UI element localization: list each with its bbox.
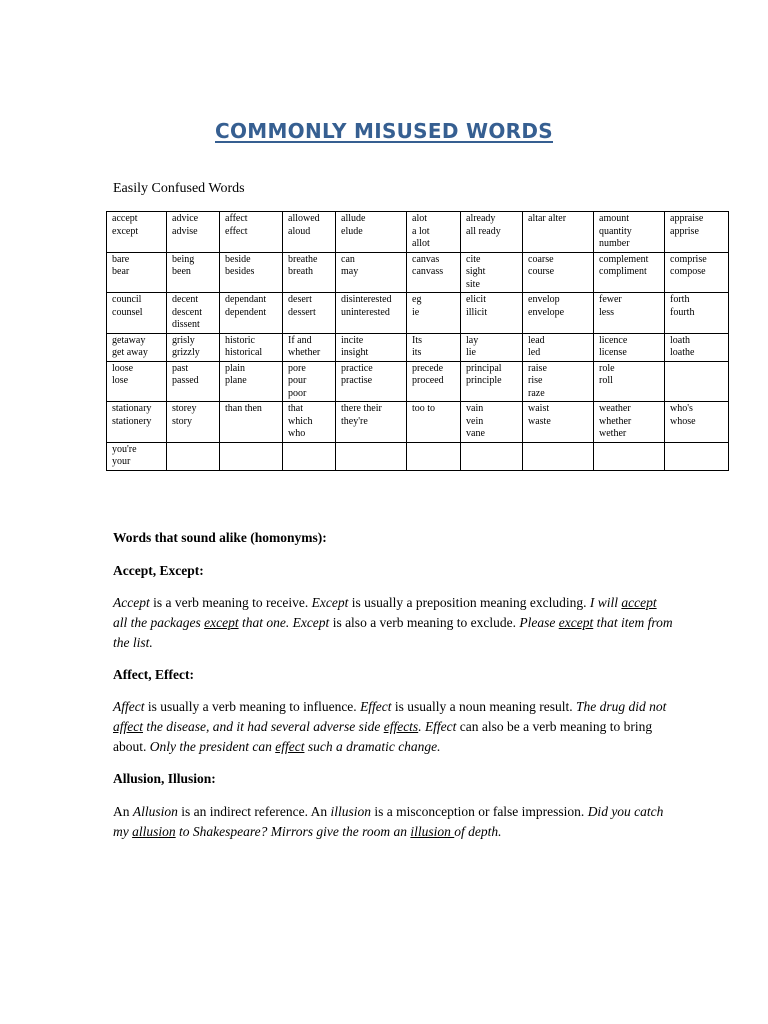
accept-except-paragraph: [113, 593, 673, 653]
table-cell: fewer less: [594, 293, 665, 334]
table-cell: practice practise: [336, 361, 407, 402]
table-cell: [594, 442, 665, 470]
table-cell: waist waste: [523, 402, 594, 443]
example: that item from the list.: [113, 615, 673, 650]
table-cell: loath loathe: [665, 333, 729, 361]
table-cell: eg ie: [407, 293, 461, 334]
affect-effect-paragraph: [113, 697, 673, 757]
accept-except-heading: Accept, Except:: [113, 563, 204, 578]
table-cell: getaway get away: [107, 333, 167, 361]
example-term: illusion: [410, 824, 455, 839]
table-cell: [167, 442, 220, 470]
table-cell: storey story: [167, 402, 220, 443]
table-cell: alot a lot allot: [407, 212, 461, 253]
table-cell: plain plane: [220, 361, 283, 402]
table-cell: there their they're: [336, 402, 407, 443]
text: An: [113, 804, 133, 819]
table-cell: cite sight site: [461, 252, 523, 293]
table-cell: role roll: [594, 361, 665, 402]
table-cell: desert dessert: [283, 293, 336, 334]
example-term: effects: [383, 719, 419, 734]
table-row: [107, 252, 729, 293]
term: Except: [311, 595, 349, 610]
table-row: [107, 442, 729, 470]
table-cell: than then: [220, 402, 283, 443]
example: .: [418, 719, 425, 734]
table-cell: loose lose: [107, 361, 167, 402]
table-cell: [665, 442, 729, 470]
term: Except: [292, 615, 330, 630]
term: Allusion: [132, 804, 178, 819]
table-cell: allude elude: [336, 212, 407, 253]
text: is usually a noun meaning result.: [391, 699, 577, 714]
table-cell: weather whether wether: [594, 402, 665, 443]
table-cell: disinterested uninterested: [336, 293, 407, 334]
table-cell: stationary stationery: [107, 402, 167, 443]
text: is usually a verb meaning to influence.: [144, 699, 361, 714]
example-term: except: [204, 615, 239, 630]
table-cell: bare bear: [107, 252, 167, 293]
example: all the packages: [113, 615, 205, 630]
table-row: [107, 293, 729, 334]
table-cell: that which who: [283, 402, 336, 443]
table-cell: Its its: [407, 333, 461, 361]
example: Please: [519, 615, 559, 630]
example-term: effect: [275, 739, 305, 754]
text: is usually a preposition meaning excluding.: [348, 595, 590, 610]
table-cell: accept except: [107, 212, 167, 253]
term: Effect: [360, 699, 392, 714]
table-cell: elicit illicit: [461, 293, 523, 334]
table-cell: envelop envelope: [523, 293, 594, 334]
page-title: COMMONLY MISUSED WORDS: [215, 119, 553, 143]
example: the disease, and it had several adverse side: [143, 719, 384, 734]
text: can also be a verb meaning to bring about.: [113, 719, 653, 754]
example-term: allusion: [132, 824, 176, 839]
table-cell: historic historical: [220, 333, 283, 361]
table-cell: already all ready: [461, 212, 523, 253]
table-cell: breathe breath: [283, 252, 336, 293]
table-cell: [665, 361, 729, 402]
table-cell: being been: [167, 252, 220, 293]
table-cell: canvas canvass: [407, 252, 461, 293]
term: Accept: [113, 595, 150, 610]
table-cell: who's whose: [665, 402, 729, 443]
example: such a dramatic change.: [304, 739, 441, 754]
allusion-illusion-paragraph: [113, 802, 673, 842]
table-row: [107, 212, 729, 253]
table-cell: past passed: [167, 361, 220, 402]
table-cell: coarse course: [523, 252, 594, 293]
table-cell: raise rise raze: [523, 361, 594, 402]
example-term: except: [558, 615, 594, 630]
table-cell: precede proceed: [407, 361, 461, 402]
text: is also a verb meaning to exclude.: [329, 615, 520, 630]
table-cell: affect effect: [220, 212, 283, 253]
example: of depth.: [454, 824, 502, 839]
example: The drug did not: [576, 699, 667, 714]
table-cell: amount quantity number: [594, 212, 665, 253]
table-cell: lead led: [523, 333, 594, 361]
table-cell: vain vein vane: [461, 402, 523, 443]
homonyms-heading: Words that sound alike (homonyms):: [113, 530, 327, 545]
table-cell: comprise compose: [665, 252, 729, 293]
table-caption: Easily Confused Words: [113, 181, 245, 196]
table-cell: beside besides: [220, 252, 283, 293]
table-row: [107, 402, 729, 443]
table-cell: forth fourth: [665, 293, 729, 334]
confused-words-table: [106, 211, 729, 471]
table-cell: too to: [407, 402, 461, 443]
example: that one.: [238, 615, 293, 630]
table-cell: complement compliment: [594, 252, 665, 293]
table-cell: grisly grizzly: [167, 333, 220, 361]
table-cell: council counsel: [107, 293, 167, 334]
table-cell: advice advise: [167, 212, 220, 253]
table-cell: altar alter: [523, 212, 594, 253]
text: is a verb meaning to receive.: [149, 595, 312, 610]
table-cell: [461, 442, 523, 470]
table-cell: appraise apprise: [665, 212, 729, 253]
table-cell: [407, 442, 461, 470]
table-cell: [523, 442, 594, 470]
table-row: [107, 333, 729, 361]
table-cell: you're your: [107, 442, 167, 470]
term: Effect: [424, 719, 457, 734]
table-body: [107, 212, 729, 471]
example: to Shakespeare? Mirrors give the room an: [175, 824, 411, 839]
table-cell: If and whether: [283, 333, 336, 361]
table-cell: dependant dependent: [220, 293, 283, 334]
example: Only the president can: [149, 739, 276, 754]
example-term: accept: [621, 595, 657, 610]
table-row: [107, 361, 729, 402]
table-cell: [283, 442, 336, 470]
table-cell: licence license: [594, 333, 665, 361]
example: I will: [589, 595, 622, 610]
text: is an indirect reference. An: [177, 804, 331, 819]
table-cell: decent descent dissent: [167, 293, 220, 334]
term: Affect: [113, 699, 145, 714]
table-cell: can may: [336, 252, 407, 293]
text: is a misconception or false impression.: [370, 804, 588, 819]
table-cell: allowed aloud: [283, 212, 336, 253]
table-cell: lay lie: [461, 333, 523, 361]
table-cell: [220, 442, 283, 470]
allusion-illusion-heading: Allusion, Illusion:: [113, 771, 216, 786]
example-term: affect: [113, 719, 143, 734]
table-cell: incite insight: [336, 333, 407, 361]
example: Did you catch my: [113, 804, 664, 839]
table-cell: [336, 442, 407, 470]
table-cell: pore pour poor: [283, 361, 336, 402]
affect-effect-heading: Affect, Effect:: [113, 667, 194, 682]
term: illusion: [330, 804, 371, 819]
table-cell: principal principle: [461, 361, 523, 402]
